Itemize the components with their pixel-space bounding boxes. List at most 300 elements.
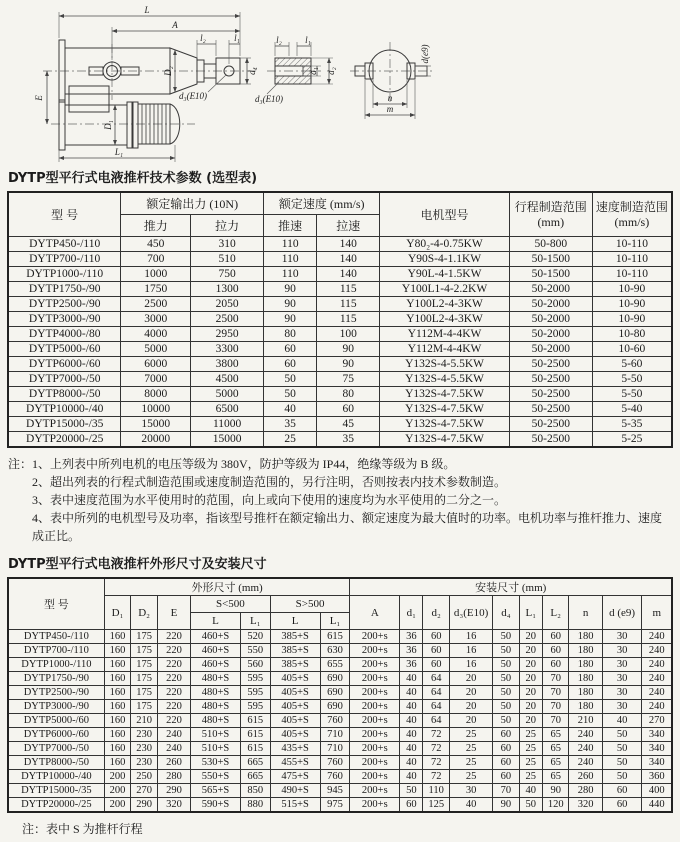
value-cell: 340 [642, 756, 672, 770]
value-cell: 65 [542, 728, 569, 742]
value-cell: 20 [519, 700, 542, 714]
value-cell: 405+S [270, 672, 320, 686]
value-cell: 180 [569, 700, 602, 714]
value-cell: 590+S [191, 798, 241, 813]
value-cell: 175 [131, 672, 158, 686]
value-cell: 20 [519, 644, 542, 658]
value-cell: 50-2500 [509, 432, 592, 448]
value-cell: 460+S [191, 630, 241, 644]
value-cell: 665 [240, 756, 270, 770]
value-cell: 220 [157, 686, 190, 700]
value-cell: 240 [569, 728, 602, 742]
value-cell: 30 [602, 700, 642, 714]
value-cell: 25 [449, 742, 492, 756]
value-cell: Y132S-4-5.5KW [380, 372, 509, 387]
value-cell: 60 [542, 644, 569, 658]
value-cell: 30 [602, 658, 642, 672]
col-header-n: n [569, 596, 602, 630]
value-cell: 690 [320, 686, 350, 700]
value-cell: 760 [320, 714, 350, 728]
col-header-rated-speed: 额定速度 (mm/s) [264, 192, 380, 215]
value-cell: 60 [542, 658, 569, 672]
value-cell: 110 [264, 267, 317, 282]
dim-label-D2: D₂ [163, 66, 173, 76]
value-cell: 160 [104, 630, 131, 644]
value-cell: 20 [449, 714, 492, 728]
value-cell: 2050 [191, 297, 264, 312]
value-cell: 10-90 [592, 297, 672, 312]
col-header-d3: d₃(E10) [449, 596, 492, 630]
value-cell: 220 [157, 630, 190, 644]
value-cell: 160 [104, 672, 131, 686]
value-cell: 50-2000 [509, 297, 592, 312]
value-cell: 50 [602, 742, 642, 756]
value-cell: 10-90 [592, 282, 672, 297]
value-cell: 175 [131, 686, 158, 700]
value-cell: 65 [542, 770, 569, 784]
value-cell: 50 [602, 728, 642, 742]
value-cell: 30 [602, 672, 642, 686]
value-cell: 50 [493, 686, 520, 700]
value-cell: 70 [542, 686, 569, 700]
value-cell: 35 [264, 417, 317, 432]
table-row [8, 742, 672, 756]
table-row [8, 267, 672, 282]
value-cell: 160 [104, 700, 131, 714]
value-cell: 320 [157, 798, 190, 813]
value-cell: 50 [264, 387, 317, 402]
value-cell: 8000 [121, 387, 191, 402]
note-item: 1、上列表中所列电机的电压等级为 380V，防护等级为 IP44，绝缘等级为 B 级。 [32, 457, 456, 471]
model-cell: DYTP5000-/60 [8, 342, 121, 357]
table-row [8, 327, 672, 342]
value-cell: 385+S [270, 644, 320, 658]
model-cell: DYTP450-/110 [8, 630, 104, 644]
value-cell: 20 [449, 686, 492, 700]
value-cell: 72 [423, 728, 450, 742]
value-cell: 405+S [270, 700, 320, 714]
value-cell: 480+S [191, 714, 241, 728]
value-cell: 240 [642, 644, 672, 658]
value-cell: 20 [519, 658, 542, 672]
value-cell: 615 [240, 742, 270, 756]
value-cell: 125 [423, 798, 450, 813]
model-cell: DYTP2500-/90 [8, 686, 104, 700]
model-cell: DYTP1000-/110 [8, 267, 121, 282]
stroke-range-line2: (mm) [537, 214, 565, 229]
value-cell: 75 [317, 372, 380, 387]
value-cell: 50-2000 [509, 312, 592, 327]
value-cell: 50 [493, 714, 520, 728]
model-cell: DYTP8000-/50 [8, 756, 104, 770]
model-cell: DYTP4000-/80 [8, 327, 121, 342]
value-cell: 200 [104, 798, 131, 813]
value-cell: 60 [542, 630, 569, 644]
col-header-L1: L₁ [519, 596, 542, 630]
value-cell: 72 [423, 770, 450, 784]
value-cell: 50-2500 [509, 387, 592, 402]
value-cell: 45 [317, 417, 380, 432]
value-cell: 50-1500 [509, 267, 592, 282]
value-cell: 10-80 [592, 327, 672, 342]
value-cell: 595 [240, 700, 270, 714]
value-cell: 60 [423, 658, 450, 672]
motor-fins [142, 104, 166, 144]
value-cell: 2500 [121, 297, 191, 312]
value-cell: 760 [320, 770, 350, 784]
model-cell: DYTP450-/110 [8, 237, 121, 252]
value-cell: 220 [157, 714, 190, 728]
value-cell: 50 [602, 770, 642, 784]
value-cell: 50-2500 [509, 402, 592, 417]
value-cell: 64 [423, 700, 450, 714]
speed-range-line2: (mm/s) [614, 214, 650, 229]
value-cell: 25 [449, 770, 492, 784]
value-cell: 240 [157, 742, 190, 756]
col-header-de9: d (e9) [602, 596, 642, 630]
value-cell: 70 [493, 784, 520, 798]
model-cell: DYTP5000-/60 [8, 714, 104, 728]
value-cell: 340 [642, 728, 672, 742]
value-cell: 5-50 [592, 387, 672, 402]
value-cell: 5-25 [592, 432, 672, 448]
parameters-table [7, 191, 673, 448]
value-cell: Y132S-4-7.5KW [380, 417, 509, 432]
dim-label-fork-d3: d₃(E10) [254, 94, 284, 104]
model-cell: DYTP1750-/90 [8, 282, 121, 297]
value-cell: 50 [493, 630, 520, 644]
value-cell: Y132S-4-7.5KW [380, 387, 509, 402]
dim-label-fork-d2: d₂ [326, 67, 336, 75]
value-cell: 60 [493, 770, 520, 784]
value-cell: 655 [320, 658, 350, 672]
value-cell: 36 [400, 644, 423, 658]
col-header-rated-output: 额定输出力 (10N) [121, 192, 264, 215]
col-header-d2: d₂ [423, 596, 450, 630]
col-header-stroke-range [509, 192, 592, 237]
value-cell: 690 [320, 700, 350, 714]
value-cell: 280 [157, 770, 190, 784]
value-cell: 240 [642, 658, 672, 672]
value-cell: 7000 [121, 372, 191, 387]
value-cell: 3800 [191, 357, 264, 372]
value-cell: 200+s [350, 742, 400, 756]
value-cell: 50 [493, 700, 520, 714]
value-cell: 200+s [350, 630, 400, 644]
value-cell: 110 [264, 252, 317, 267]
value-cell: 160 [104, 686, 131, 700]
value-cell: 11000 [191, 417, 264, 432]
value-cell: Y100L2-4-3KW [380, 297, 509, 312]
note-item: 2、超出列表的行程式制造范围或速度制造范围的，另行注明，否则按表内技术参数制造。 [32, 475, 507, 489]
model-cell: DYTP6000-/60 [8, 728, 104, 742]
value-cell: 25 [519, 756, 542, 770]
value-cell: 115 [317, 297, 380, 312]
table-row [8, 342, 672, 357]
table-row [8, 297, 672, 312]
value-cell: 385+S [270, 658, 320, 672]
dim-label-m: m [386, 104, 394, 114]
value-cell: 64 [423, 714, 450, 728]
model-cell: DYTP1000-/110 [8, 658, 104, 672]
value-cell: 850 [240, 784, 270, 798]
value-cell: 565+S [191, 784, 241, 798]
table-row [8, 658, 672, 672]
value-cell: 140 [317, 267, 380, 282]
value-cell: 72 [423, 756, 450, 770]
model-cell: DYTP2500-/90 [8, 297, 121, 312]
actuator-side-view [34, 5, 259, 162]
value-cell: 60 [317, 402, 380, 417]
dim-label-A: A [172, 20, 178, 30]
value-cell: 475+S [270, 770, 320, 784]
model-cell: DYTP6000-/60 [8, 357, 121, 372]
value-cell: 25 [449, 756, 492, 770]
value-cell: Y112M-4-4KW [380, 342, 509, 357]
col-header-L-gt: L [270, 613, 320, 630]
dim-label-L1: L₁ [114, 147, 124, 157]
value-cell: 230 [131, 756, 158, 770]
value-cell: 310 [191, 237, 264, 252]
value-cell: Y90L-4-1.5KW [380, 267, 509, 282]
value-cell: 160 [104, 714, 131, 728]
value-cell: 240 [642, 630, 672, 644]
notes-items [32, 455, 673, 545]
model-cell: DYTP7000-/50 [8, 372, 121, 387]
value-cell: 175 [131, 658, 158, 672]
value-cell: 200+s [350, 714, 400, 728]
value-cell: 200+s [350, 686, 400, 700]
table-row [8, 672, 672, 686]
value-cell: 220 [157, 700, 190, 714]
notes-label: 注： [8, 457, 33, 471]
value-cell: 440 [642, 798, 672, 813]
value-cell: 160 [104, 742, 131, 756]
value-cell: 60 [602, 798, 642, 813]
value-cell: 260 [157, 756, 190, 770]
value-cell: 50 [519, 798, 542, 813]
value-cell: 50 [264, 372, 317, 387]
table-row [8, 630, 672, 644]
value-cell: 5-35 [592, 417, 672, 432]
value-cell: 175 [131, 630, 158, 644]
value-cell: 530+S [191, 756, 241, 770]
value-cell: 3000 [121, 312, 191, 327]
value-cell: 615 [240, 728, 270, 742]
value-cell: 220 [157, 658, 190, 672]
table-row [8, 252, 672, 267]
value-cell: 25 [449, 728, 492, 742]
dimensions-table [7, 577, 673, 813]
value-cell: 180 [569, 644, 602, 658]
section-title-parameters: DYTP型平行式电液推杆技术参数 (选型表) [8, 171, 258, 186]
value-cell: 60 [493, 728, 520, 742]
value-cell: 210 [569, 714, 602, 728]
model-cell: DYTP3000-/90 [8, 312, 121, 327]
col-header-L1-gt: L₁ [320, 613, 350, 630]
model-cell: DYTP15000-/35 [8, 417, 121, 432]
value-cell: 60 [423, 644, 450, 658]
value-cell: 50 [602, 756, 642, 770]
table-row [8, 237, 672, 252]
value-cell: 90 [264, 297, 317, 312]
value-cell: 40 [519, 784, 542, 798]
col-header-pull-speed: 拉速 [317, 215, 380, 237]
value-cell: 6000 [121, 357, 191, 372]
value-cell: 340 [642, 742, 672, 756]
value-cell: 40 [400, 672, 423, 686]
value-cell: 480+S [191, 672, 241, 686]
value-cell: 435+S [270, 742, 320, 756]
value-cell: 180 [569, 658, 602, 672]
col-header-model: 型 号 [8, 578, 104, 630]
value-cell: 36 [400, 658, 423, 672]
value-cell: 20 [519, 686, 542, 700]
value-cell: 30 [602, 644, 642, 658]
model-cell: DYTP3000-/90 [8, 700, 104, 714]
clevis-detail-view [255, 35, 336, 104]
col-header-s-lt-500: S<500 [191, 596, 271, 613]
value-cell: 550+S [191, 770, 241, 784]
value-cell: 180 [569, 686, 602, 700]
value-cell: 1000 [121, 267, 191, 282]
value-cell: 10-90 [592, 312, 672, 327]
value-cell: 240 [642, 700, 672, 714]
col-header-push-force: 推力 [121, 215, 191, 237]
value-cell: 40 [400, 700, 423, 714]
value-cell: 2500 [191, 312, 264, 327]
value-cell: 750 [191, 267, 264, 282]
note-item: 3、表中速度范围为水平使用时的范围，向上或向下使用的速度均为水平使用的二分之一。 [32, 493, 507, 507]
value-cell: 405+S [270, 728, 320, 742]
model-cell: DYTP10000-/40 [8, 402, 121, 417]
note-item: 4、表中所列的电机型号及功率，指该型号推杆在额定输出力、额定速度为最大值时的功率。电机功率与推杆推力、速度成正比。 [32, 511, 663, 543]
value-cell: 290 [157, 784, 190, 798]
value-cell: 405+S [270, 686, 320, 700]
value-cell: 200 [104, 770, 131, 784]
value-cell: 5000 [191, 387, 264, 402]
value-cell: 260 [569, 770, 602, 784]
col-header-m: m [642, 596, 672, 630]
value-cell: 115 [317, 282, 380, 297]
value-cell: 700 [121, 252, 191, 267]
value-cell: 665 [240, 770, 270, 784]
value-cell: 30 [449, 784, 492, 798]
col-header-L-lt: L [191, 613, 241, 630]
value-cell: 70 [542, 700, 569, 714]
table-row [8, 728, 672, 742]
value-cell: 220 [157, 672, 190, 686]
value-cell: 595 [240, 686, 270, 700]
value-cell: 200+s [350, 784, 400, 798]
value-cell: 90 [317, 342, 380, 357]
value-cell: 60 [493, 742, 520, 756]
value-cell: 200+s [350, 728, 400, 742]
table-row [8, 714, 672, 728]
value-cell: 10-60 [592, 342, 672, 357]
col-header-D2: D₂ [131, 596, 158, 630]
value-cell: 50-2000 [509, 342, 592, 357]
value-cell: 3300 [191, 342, 264, 357]
table-row [8, 686, 672, 700]
value-cell: 16 [449, 658, 492, 672]
col-header-L1-lt: L₁ [240, 613, 270, 630]
value-cell: 510 [191, 252, 264, 267]
value-cell: 200+s [350, 644, 400, 658]
value-cell: 50-2500 [509, 357, 592, 372]
table-row [8, 282, 672, 297]
col-header-motor: 电机型号 [380, 192, 509, 237]
col-header-d4: d₄ [493, 596, 520, 630]
value-cell: 35 [317, 432, 380, 448]
stroke-range-line1: 行程制造范围 [514, 199, 587, 214]
value-cell: 515+S [270, 798, 320, 813]
dim-label-fork-l1: l₁ [305, 35, 311, 45]
value-cell: 945 [320, 784, 350, 798]
value-cell: 20 [519, 630, 542, 644]
dim-label-fork-d1: d₁ [308, 67, 318, 75]
value-cell: 200+s [350, 672, 400, 686]
table-row [8, 784, 672, 798]
value-cell: 60 [264, 357, 317, 372]
value-cell: 5000 [121, 342, 191, 357]
value-cell: 40 [602, 714, 642, 728]
value-cell: 15000 [191, 432, 264, 448]
value-cell: 90 [317, 357, 380, 372]
model-cell: DYTP20000-/25 [8, 798, 104, 813]
col-header-push-speed: 推速 [264, 215, 317, 237]
value-cell: 65 [542, 756, 569, 770]
value-cell: 5-40 [592, 402, 672, 417]
model-cell: DYTP8000-/50 [8, 387, 121, 402]
value-cell: 72 [423, 742, 450, 756]
value-cell: 40 [400, 756, 423, 770]
value-cell: Y80₂-4-0.75KW [380, 237, 509, 252]
value-cell: 400 [642, 784, 672, 798]
value-cell: 50-2500 [509, 372, 592, 387]
value-cell: 760 [320, 756, 350, 770]
table-row [8, 417, 672, 432]
value-cell: 200+s [350, 770, 400, 784]
table-row [8, 402, 672, 417]
value-cell: 710 [320, 728, 350, 742]
value-cell: 16 [449, 644, 492, 658]
value-cell: 490+S [270, 784, 320, 798]
table-row [8, 756, 672, 770]
value-cell: 240 [642, 686, 672, 700]
col-header-A: A [350, 596, 400, 630]
value-cell: 360 [642, 770, 672, 784]
value-cell: 80 [317, 387, 380, 402]
value-cell: 200+s [350, 756, 400, 770]
value-cell: 10000 [121, 402, 191, 417]
dim-label-n: n [387, 93, 393, 103]
value-cell: 880 [240, 798, 270, 813]
value-cell: 240 [569, 756, 602, 770]
technical-drawing [7, 2, 673, 162]
value-cell: 25 [519, 728, 542, 742]
model-cell: DYTP7000-/50 [8, 742, 104, 756]
table-row [8, 798, 672, 813]
value-cell: 6500 [191, 402, 264, 417]
value-cell: 50 [493, 672, 520, 686]
value-cell: 10-110 [592, 267, 672, 282]
table-row [8, 700, 672, 714]
value-cell: 160 [104, 728, 131, 742]
value-cell: 60 [602, 784, 642, 798]
value-cell: 90 [264, 312, 317, 327]
section-title-dimensions: DYTP型平行式电液推杆外形尺寸及安装尺寸 [8, 557, 267, 572]
